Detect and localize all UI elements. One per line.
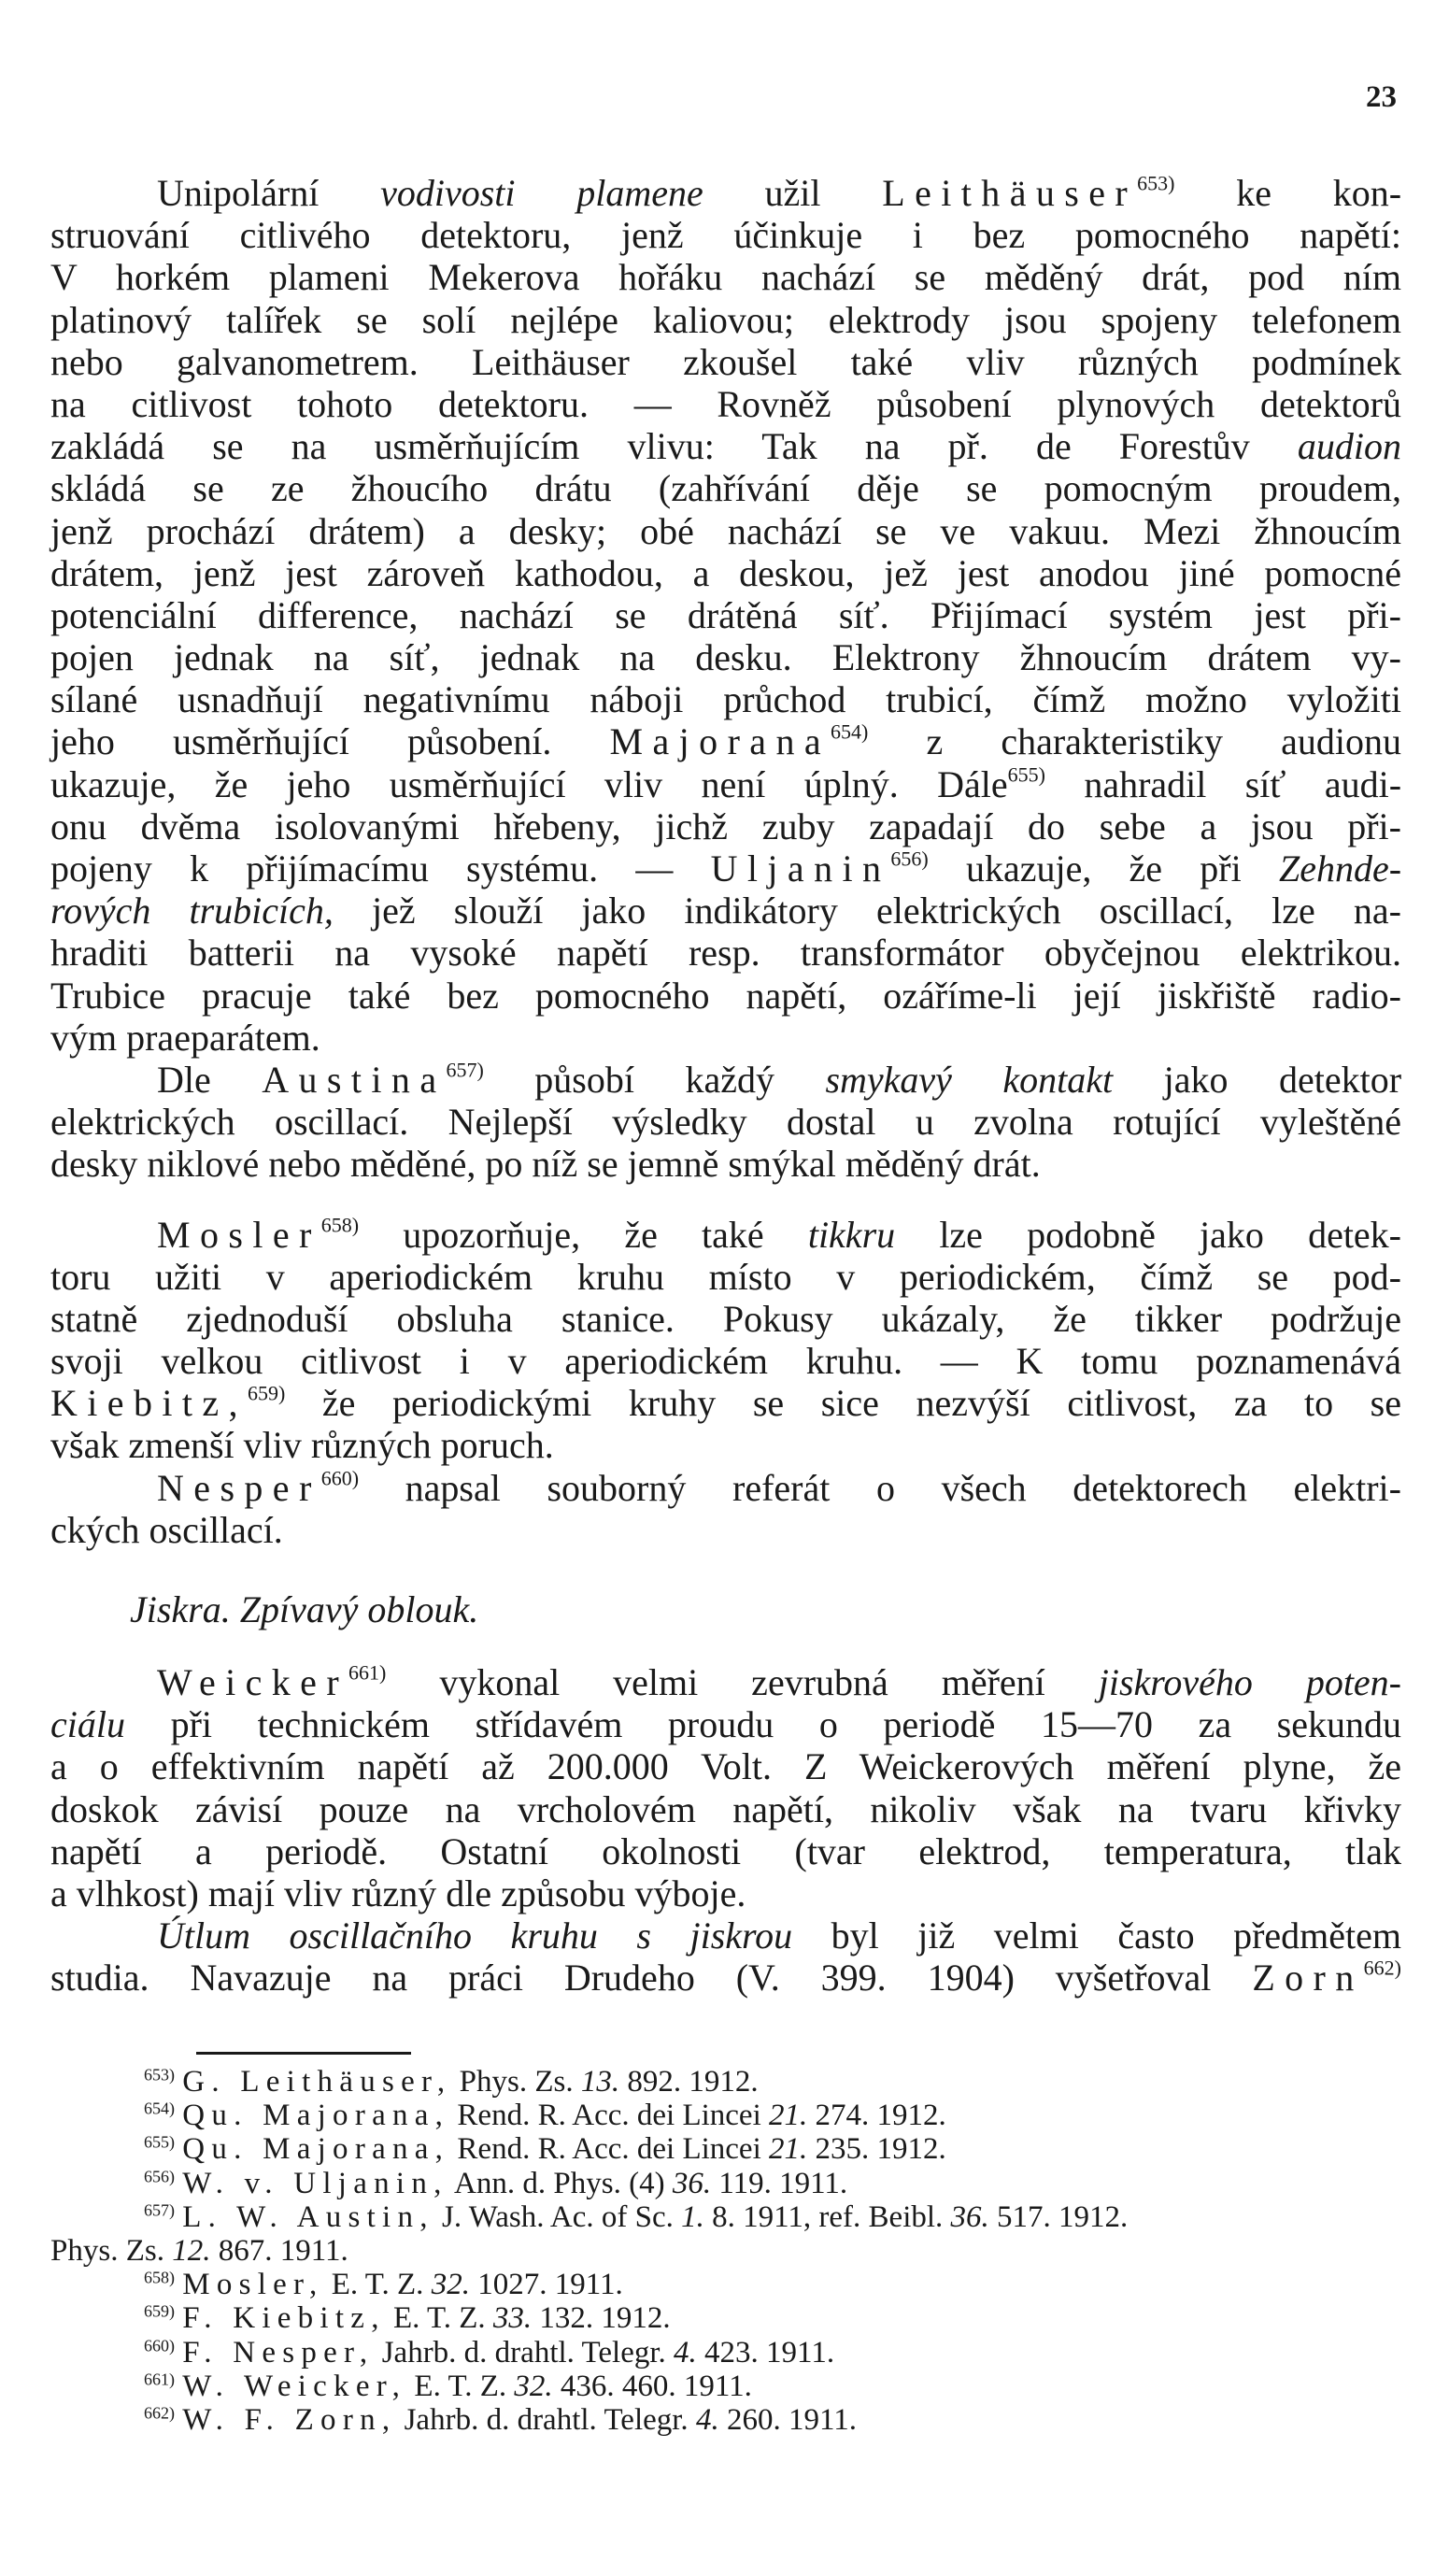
- footnote: $^{661)}$ W. Weicker, E. T. Z. 32. 436. 460. 1911.: [144, 2369, 752, 2403]
- emphasis: ciálu: [50, 1703, 125, 1746]
- text-line: studia. Navazuje na práci Drudeho (V. 399. 1904) vyšetřoval Zorn$^{662)}$: [50, 1956, 1401, 2000]
- text-line: Trubice pracuje také bez pomocného napětí, ozáříme-li její jiskřiště radio-: [50, 974, 1401, 1017]
- footnote: $^{662)}$ W. F. Zorn, Jahrb. d. drahtl. Telegr. 4. 260. 1911.: [144, 2402, 857, 2437]
- text-line: Dle Austina$^{657)}$ působí každý smykavý kontakt jako detektor: [157, 1058, 1402, 1101]
- text-line: desky niklové nebo měděné, po níž se jemně smýkal měděný drát.: [50, 1143, 1041, 1186]
- text-line: však zmenší vliv různých poruch.: [50, 1424, 554, 1467]
- text-line: nebo galvanometrem. Leithäuser zkoušel také vliv různých podmínek: [50, 340, 1401, 383]
- text-line: Útlum oscillačního kruhu s jiskrou byl již velmi často předmětem: [157, 1914, 1402, 1957]
- text-line: na citlivost tohoto detektoru. — Rovněž působení plynových detektorů: [50, 382, 1401, 425]
- footnote: $^{653)}$ G. Leithäuser, Phys. Zs. 13. 892. 1912.: [144, 2065, 759, 2099]
- text-line: ciálu při technickém střídavém proudu o periodě 15—70 za sekundu: [50, 1703, 1401, 1746]
- text-line: a vlhkost) mají vliv různý dle způsobu výboje.: [50, 1872, 746, 1914]
- footnote-ref: 659): [247, 1381, 286, 1405]
- text-line: napětí a periodě. Ostatní okolnosti (tvar elektrod, temperatura, tlak: [50, 1829, 1401, 1872]
- text-line: jeho usměrňující působení. Majorana$^{654)}$ z charakteristiky audionu: [50, 719, 1401, 763]
- text-line: Unipolární vodivosti plamene užil Leithäuser$^{653)}$ ke kon-: [157, 171, 1402, 214]
- text-line: vým praeparátem.: [50, 1016, 320, 1059]
- emphasis: rových trubicích,: [50, 890, 334, 932]
- author-name: Kiebitz,: [50, 1382, 248, 1425]
- text-line: Mosler$^{658)}$ upozorňuje, že také tikkru lze podobně jako detek-: [157, 1213, 1402, 1256]
- text-line: sílané usnadňují negativnímu náboji průchod trubicí, čímž možno vyložiti: [50, 678, 1401, 721]
- text-line: toru užiti v aperiodickém kruhu místo v periodickém, čímž se pod-: [50, 1255, 1401, 1298]
- text-line: skládá se ze žhoucího drátu (zahřívání děje se pomocným proudem,: [50, 467, 1401, 510]
- text-line: jenž prochází drátem) a desky; obé nachází se ve vakuu. Mezi žhnoucím: [50, 509, 1401, 552]
- text-line: Kiebitz,$^{659)}$ že periodickými kruhy se sice nezvýší citlivost, za to se: [50, 1381, 1401, 1425]
- text-line: hraditi batterii na vysoké napětí resp. transformátor obyčejnou elektrikou.: [50, 932, 1401, 975]
- footnote: $^{660)}$ F. Nesper, Jahrb. d. drahtl. Telegr. 4. 423. 1911.: [144, 2335, 835, 2370]
- footnote-ref: 662): [1363, 1956, 1401, 1980]
- emphasis: tikkru: [807, 1213, 896, 1256]
- body-text: [50, 172, 1401, 2000]
- footnote-ref: 656): [890, 847, 929, 871]
- footnotes: [50, 2065, 1401, 2437]
- footnote-divider: [196, 2052, 411, 2055]
- text-line: V horkém plameni Mekerova hořáku nachází se měděný drát, pod ním: [50, 256, 1401, 299]
- emphasis: jiskrového poten-: [1098, 1661, 1402, 1703]
- text-line: ukazuje, že jeho usměrňující vliv není úplný. Dále$^{655)}$ nahradil síť audi-: [50, 762, 1402, 805]
- section-heading: Jiskra. Zpívavý oblouk.: [130, 1588, 479, 1630]
- author-name: Nesper: [157, 1466, 321, 1509]
- text-line: platinový talířek se solí nejlépe kaliovou; elektrody jsou spojeny telefonem: [50, 298, 1401, 341]
- footnote-ref: 655): [1007, 762, 1045, 787]
- emphasis: audion: [1297, 425, 1401, 468]
- footnote: $^{658)}$ Mosler, E. T. Z. 32. 1027. 1911.: [144, 2268, 623, 2302]
- text-line: drátem, jenž jest zároveň kathodou, a deskou, jež jest anodou jiné pomocné: [50, 551, 1401, 594]
- text-line: pojen jednak na síť, jednak na desku. Elektrony žhnoucím drátem vy-: [50, 636, 1401, 679]
- author-name: Leithäuser: [882, 172, 1138, 214]
- text-line: Weicker$^{661)}$ vykonal velmi zevrubná měření jiskrového poten-: [157, 1660, 1402, 1703]
- text-line: statně zjednoduší obsluha stanice. Pokusy ukázaly, že tikker podržuje: [50, 1297, 1401, 1340]
- text-line: struování citlivého detektoru, jenž účinkuje i bez pomocného napětí:: [50, 214, 1401, 257]
- footnote: $^{654)}$ Qu. Majorana, Rend. R. Acc. dei Lincei 21. 274. 1912.: [144, 2099, 946, 2133]
- footnote: $^{656)}$ W. v. Uljanin, Ann. d. Phys. (4) 36. 119. 1911.: [144, 2166, 848, 2200]
- footnote: $^{657)}$ L. W. Austin, J. Wash. Ac. of Sc. 1. 8. 1911, ref. Beibl. 36. 517. 1912.: [144, 2199, 1129, 2234]
- footnote-ref: 654): [831, 719, 869, 744]
- text-line: onu dvěma isolovanými hřebeny, jichž zuby zapadají do sebe a jsou při-: [50, 804, 1401, 847]
- page-number: 23: [1366, 80, 1397, 114]
- author-name: Uljanin: [710, 847, 891, 890]
- footnote: $^{659)}$ F. Kiebitz, E. T. Z. 33. 132. 1912.: [144, 2301, 671, 2336]
- footnote-ref: 660): [320, 1466, 360, 1490]
- text-line: pojeny k přijímacímu systému. — Uljanin$^{656)}$ ukazuje, že při Zehnde-: [50, 847, 1402, 890]
- footnote-ref: 658): [320, 1213, 360, 1236]
- emphasis: Útlum oscillačního kruhu s jiskrou: [157, 1914, 793, 1957]
- author-name: Austina: [262, 1058, 447, 1101]
- author-name: Mosler: [157, 1213, 321, 1256]
- footnote-ref: 653): [1137, 171, 1175, 195]
- author-name: Zorn: [1252, 1957, 1364, 2000]
- footnote: $^{655)}$ Qu. Majorana, Rend. R. Acc. dei Lincei 21. 235. 1912.: [144, 2132, 946, 2167]
- text-line: elektrických oscillací. Nejlepší výsledky dostal u zvolna rotující vyleštěné: [50, 1101, 1401, 1144]
- footnote-continuation: Phys. Zs. 12. 867. 1911.: [50, 2233, 348, 2268]
- text-line: rových trubicích, jež slouží jako indikátory elektrických oscillací, lze na-: [50, 890, 1401, 932]
- emphasis: Zehnde-: [1278, 847, 1402, 890]
- text-line: a o effektivním napětí až 200.000 Volt. Z Weickerových měření plyne, že: [50, 1745, 1401, 1788]
- text-line: zakládá se na usměrňujícím vlivu: Tak na př. de Forestův audion: [50, 425, 1401, 468]
- emphasis: smykavý kontakt: [825, 1058, 1114, 1101]
- emphasis: vodivosti plamene: [380, 172, 703, 214]
- author-name: Majorana: [609, 720, 831, 763]
- footnote-ref: 657): [446, 1058, 484, 1082]
- text-line: svoji velkou citlivost i v aperiodickém kruhu. — K tomu poznamenává: [50, 1340, 1401, 1383]
- text-line: potenciální difference, nachází se drátěná síť. Přijímací systém jest při-: [50, 593, 1401, 636]
- text-line: Nesper$^{660)}$ napsal souborný referát o všech detektorech elektri-: [157, 1466, 1401, 1509]
- author-name: Weicker: [157, 1661, 349, 1703]
- text-line: ckých oscillací.: [50, 1508, 283, 1551]
- footnote-ref: 661): [348, 1660, 387, 1685]
- text-line: doskok závisí pouze na vrcholovém napětí, nikoliv však na tvaru křivky: [50, 1787, 1401, 1830]
